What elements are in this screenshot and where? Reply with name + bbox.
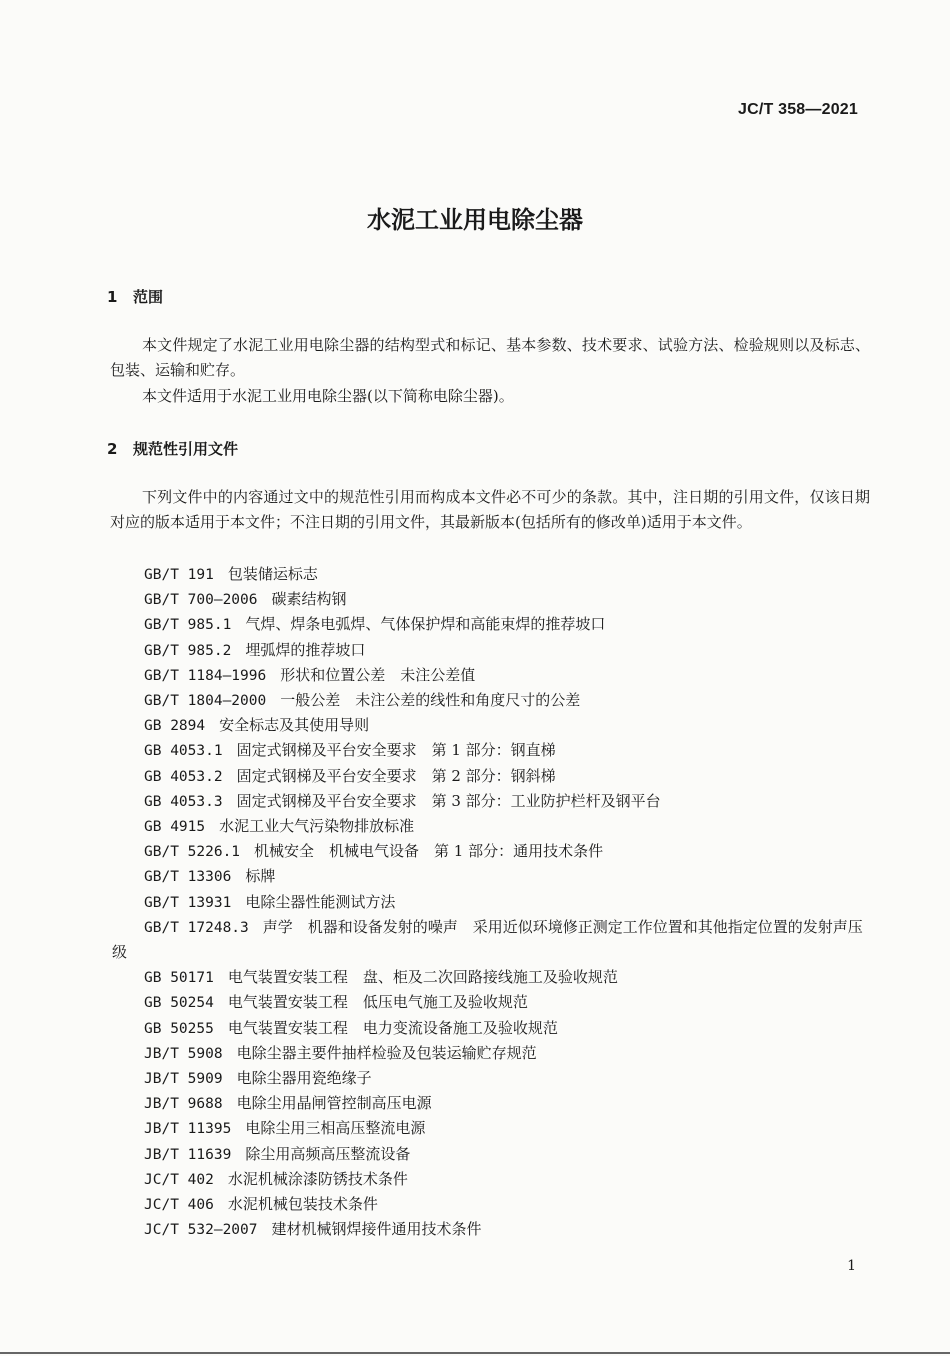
reference-item (144, 1167, 408, 1192)
reference-item (144, 890, 395, 915)
reference-title: 固定式钢梯及平台安全要求 第 3 部分：工业防护栏杆及钢平台 (236, 791, 661, 810)
reference-title: 电除尘器用瓷绝缘子 (236, 1069, 372, 1087)
reference-item (144, 814, 414, 839)
reference-item (144, 990, 528, 1015)
reference-title: 水泥工业大气污染物排放标准 (219, 817, 415, 835)
reference-title: 电除尘用晶闸管控制高压电源 (236, 1094, 432, 1113)
reference-item (144, 1066, 372, 1091)
reference-code: GB 4053.2 (144, 768, 223, 785)
reference-title: 机械安全 机械电气设备 第 1 部分：通用技术条件 (254, 842, 604, 861)
reference-code: JB/T 5908 (144, 1045, 223, 1062)
reference-code: GB/T 1804—2000 (144, 693, 267, 709)
reference-item (112, 915, 872, 964)
reference-item (144, 864, 275, 889)
section-heading-normative-references (107, 438, 238, 459)
reference-title: 一般公差 未注公差的线性和角度尺寸的公差 (280, 691, 581, 709)
reference-code: JB/T 11639 (144, 1146, 232, 1163)
reference-title: 电气装置安装工程 低压电气施工及验收规范 (227, 993, 528, 1012)
reference-item (144, 612, 605, 637)
reference-item (144, 638, 365, 663)
scope-paragraph-2: 本文件适用于水泥工业用电除尘器(以下简称电除尘器)。 (142, 387, 514, 405)
reference-item (144, 1142, 410, 1167)
reference-code: GB 50171 (144, 970, 214, 987)
section-title: 规范性引用文件 (133, 440, 239, 458)
reference-item (144, 1091, 432, 1116)
reference-code: GB/T 985.1 (144, 617, 232, 634)
references-intro-paragraph: 下列文件中的内容通过文中的规范性引用而构成本文件必不可少的条款。其中，注日期的引用文件，仅该日期对应的版本适用于本文件；不注日期的引用文件，其最新版本(包括所有的修改单)适用于本文件。 (110, 488, 870, 531)
reference-item (144, 587, 347, 612)
reference-title: 埋弧焊的推荐坡口 (245, 640, 366, 659)
reference-code: GB 2894 (144, 718, 206, 735)
reference-code: GB/T 17248.3 (144, 919, 249, 936)
reference-code: JC/T 402 (144, 1171, 214, 1188)
reference-item (144, 1116, 425, 1141)
reference-item (144, 1041, 537, 1066)
reference-code: GB/T 5226.1 (144, 844, 241, 861)
reference-code: JB/T 11395 (144, 1121, 232, 1138)
reference-title: 声学 机器和设备发射的噪声 采用近似环境修正测定工作位置和其他指定位置的发射声压级 (112, 917, 863, 961)
reference-code: GB/T 700—2006 (144, 592, 258, 609)
reference-code: JC/T 532—2007 (144, 1222, 258, 1239)
reference-code: GB/T 1184—1996 (144, 667, 267, 684)
reference-title: 建材机械钢焊接件通用技术条件 (271, 1220, 482, 1239)
bottom-divider (0, 1352, 950, 1354)
section-number: 2 (107, 440, 118, 458)
document-title: 水泥工业用电除尘器 (367, 206, 583, 234)
reference-item (144, 1217, 482, 1242)
reference-code: GB 50255 (144, 1020, 214, 1037)
reference-title: 固定式钢梯及平台安全要求 第 2 部分：钢斜梯 (236, 766, 556, 785)
reference-title: 电气装置安装工程 盘、柜及二次回路接线施工及验收规范 (227, 968, 618, 987)
reference-item (144, 562, 318, 587)
reference-title: 水泥机械包装技术条件 (227, 1195, 378, 1213)
reference-title: 固定式钢梯及平台安全要求 第 1 部分：钢直梯 (236, 741, 556, 760)
reference-code: GB 4915 (144, 819, 206, 835)
standard-code: JC/T 358—2021 (737, 101, 858, 118)
reference-item (144, 1016, 558, 1041)
reference-code: GB/T 985.2 (144, 642, 232, 659)
reference-title: 形状和位置公差 未注公差值 (280, 665, 476, 684)
reference-code: GB 4053.3 (144, 793, 223, 810)
reference-title: 除尘用高频高压整流设备 (245, 1144, 411, 1163)
reference-item (144, 789, 661, 814)
reference-code: JC/T 406 (144, 1197, 214, 1213)
reference-title: 标牌 (245, 867, 276, 886)
reference-title: 包装储运标志 (227, 565, 318, 583)
section-heading-scope (107, 286, 163, 307)
reference-title: 电除尘器性能测试方法 (245, 892, 396, 911)
reference-title: 安全标志及其使用导则 (219, 716, 370, 735)
reference-item (144, 1192, 378, 1217)
reference-code: JB/T 9688 (144, 1096, 223, 1113)
reference-title: 电除尘用三相高压整流电源 (245, 1119, 426, 1138)
reference-item (144, 764, 556, 789)
reference-title: 水泥机械涂漆防锈技术条件 (227, 1169, 408, 1188)
reference-item (144, 713, 369, 738)
reference-code: GB/T 13306 (144, 869, 232, 886)
scope-paragraph-1: 本文件规定了水泥工业用电除尘器的结构型式和标记、基本参数、技术要求、试验方法、检验规则以及标志、包装、运输和贮存。 (110, 336, 870, 379)
reference-code: GB/T 13931 (144, 894, 232, 911)
reference-code: GB 50254 (144, 995, 214, 1012)
page-number: 1 (847, 1258, 856, 1274)
reference-item (144, 965, 618, 990)
reference-item (144, 738, 556, 763)
reference-code: JB/T 5909 (144, 1071, 223, 1087)
reference-title: 碳素结构钢 (271, 590, 347, 609)
reference-title: 电除尘器主要件抽样检验及包装运输贮存规范 (236, 1043, 537, 1062)
reference-item (144, 839, 603, 864)
reference-title: 气焊、焊条电弧焊、气体保护焊和高能束焊的推荐坡口 (245, 615, 606, 634)
reference-title: 电气装置安装工程 电力变流设备施工及验收规范 (227, 1018, 558, 1037)
reference-code: GB/T 191 (144, 567, 214, 583)
reference-item (144, 688, 580, 713)
reference-item (144, 663, 475, 688)
section-title: 范围 (133, 288, 164, 306)
section-number: 1 (107, 288, 118, 306)
reference-code: GB 4053.1 (144, 743, 223, 760)
